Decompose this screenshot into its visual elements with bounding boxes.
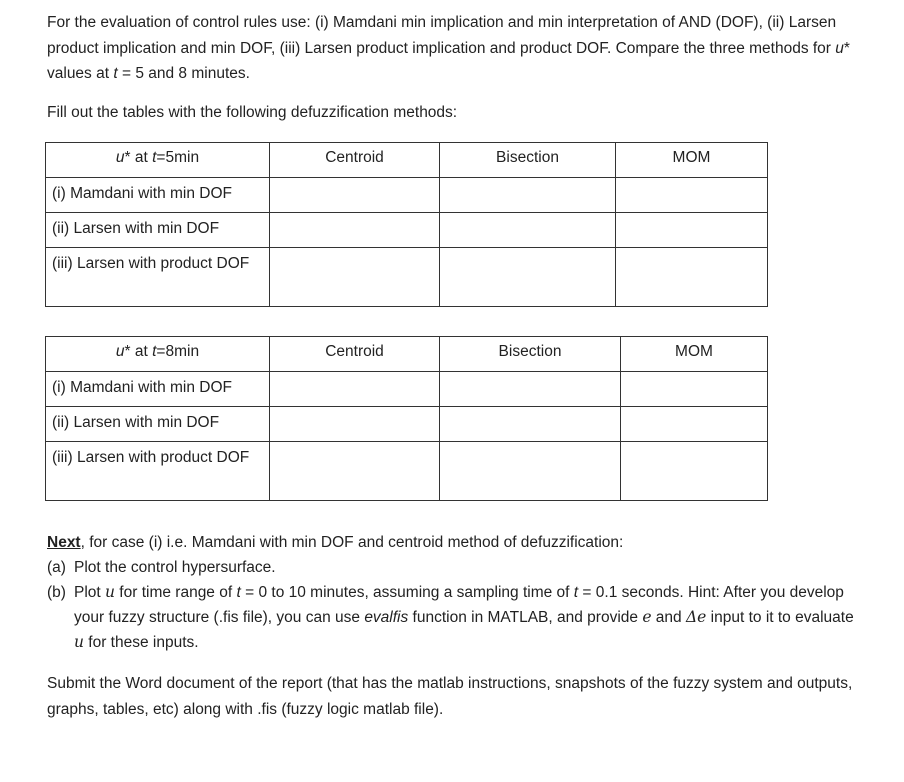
cell-bisection[interactable] bbox=[440, 248, 616, 307]
e-variable: e bbox=[642, 608, 652, 626]
intro-text-3: = 5 and 8 minutes. bbox=[117, 65, 250, 82]
next-text: , for case (i) i.e. Mamdani with min DOF and centroid method of defuzzification: bbox=[80, 534, 624, 551]
header-bisection: Bisection bbox=[440, 337, 621, 372]
row-label: (i) Mamdani with min DOF bbox=[46, 372, 270, 407]
cell-centroid[interactable] bbox=[270, 248, 440, 307]
intro-text: For the evaluation of control rules use: (i) Mamdani min implication and min interpretation of AND (DOF), (ii) Larsen product implication and min DOF, (iii) Larsen product implication and product DOF. Compare the three methods for bbox=[47, 14, 837, 57]
header-bisection: Bisection bbox=[440, 143, 616, 178]
t-variable: t bbox=[573, 584, 579, 601]
delta-e-variable: Δe bbox=[685, 608, 707, 626]
table-row bbox=[46, 407, 768, 442]
header-centroid: Centroid bbox=[270, 143, 440, 178]
table-row bbox=[46, 372, 768, 407]
cell-bisection[interactable] bbox=[440, 213, 616, 248]
task-list bbox=[47, 555, 867, 655]
table-header-row bbox=[46, 143, 768, 178]
list-marker: (b) bbox=[47, 584, 66, 601]
list-item-text: Plot the control hypersurface. bbox=[74, 559, 276, 576]
cell-centroid[interactable] bbox=[270, 178, 440, 213]
evalfis-function: evalfis bbox=[364, 609, 409, 626]
cell-bisection[interactable] bbox=[440, 407, 621, 442]
row-label: (iii) Larsen with product DOF bbox=[46, 248, 270, 307]
table-row bbox=[46, 248, 768, 307]
t-variable: t bbox=[113, 65, 118, 82]
cell-mom[interactable] bbox=[616, 248, 768, 307]
header-mom: MOM bbox=[616, 143, 768, 178]
intro-text-2: * values at bbox=[47, 39, 850, 82]
cell-centroid[interactable] bbox=[270, 407, 440, 442]
cell-centroid[interactable] bbox=[270, 213, 440, 248]
header-centroid: Centroid bbox=[270, 337, 440, 372]
intro-paragraph bbox=[47, 10, 867, 87]
results-table-t5 bbox=[45, 142, 768, 307]
table-row bbox=[46, 178, 768, 213]
t-variable: t bbox=[236, 584, 241, 601]
cell-bisection[interactable] bbox=[440, 178, 616, 213]
next-label: Next bbox=[47, 534, 81, 551]
cell-mom[interactable] bbox=[621, 407, 768, 442]
table-row bbox=[46, 442, 768, 501]
table-header-row bbox=[46, 337, 768, 372]
row-label: (ii) Larsen with min DOF bbox=[46, 407, 270, 442]
table-row bbox=[46, 213, 768, 248]
header-mom: MOM bbox=[621, 337, 768, 372]
submit-instruction: Submit the Word document of the report (that has the matlab instructions, snapshots of the fuzzy system and outputs, graphs, tables, etc) along with .fis (fuzzy logic matlab file). bbox=[47, 675, 853, 718]
next-instruction bbox=[47, 530, 867, 555]
results-table-t8 bbox=[45, 336, 768, 501]
cell-bisection[interactable] bbox=[440, 442, 621, 501]
list-item: (b) Plot u for time range of t = 0 to 10 minutes, assuming a sampling time of t = 0.1 seconds. Hint: After you develop your fuzzy structure (.fis file), you can use evalfis function in MATLAB, and provide e and Δe input to it to evaluate u for these inputs. bbox=[47, 580, 867, 655]
header-u-at-t: u* at t=5min bbox=[46, 143, 270, 178]
cell-mom[interactable] bbox=[621, 372, 768, 407]
u-variable: u bbox=[74, 633, 84, 651]
list-marker: (a) bbox=[47, 559, 66, 576]
list-item bbox=[47, 555, 867, 580]
row-label: (i) Mamdani with min DOF bbox=[46, 178, 270, 213]
cell-centroid[interactable] bbox=[270, 372, 440, 407]
cell-mom[interactable] bbox=[616, 178, 768, 213]
cell-mom[interactable] bbox=[616, 213, 768, 248]
fill-tables-instruction: Fill out the tables with the following defuzzification methods: bbox=[47, 104, 458, 121]
row-label: (iii) Larsen with product DOF bbox=[46, 442, 270, 501]
u-variable: u bbox=[835, 39, 844, 57]
cell-bisection[interactable] bbox=[440, 372, 621, 407]
cell-mom[interactable] bbox=[621, 442, 768, 501]
u-variable: u bbox=[105, 583, 115, 601]
row-label: (ii) Larsen with min DOF bbox=[46, 213, 270, 248]
header-u-at-t: u* at t=8min bbox=[46, 337, 270, 372]
cell-centroid[interactable] bbox=[270, 442, 440, 501]
